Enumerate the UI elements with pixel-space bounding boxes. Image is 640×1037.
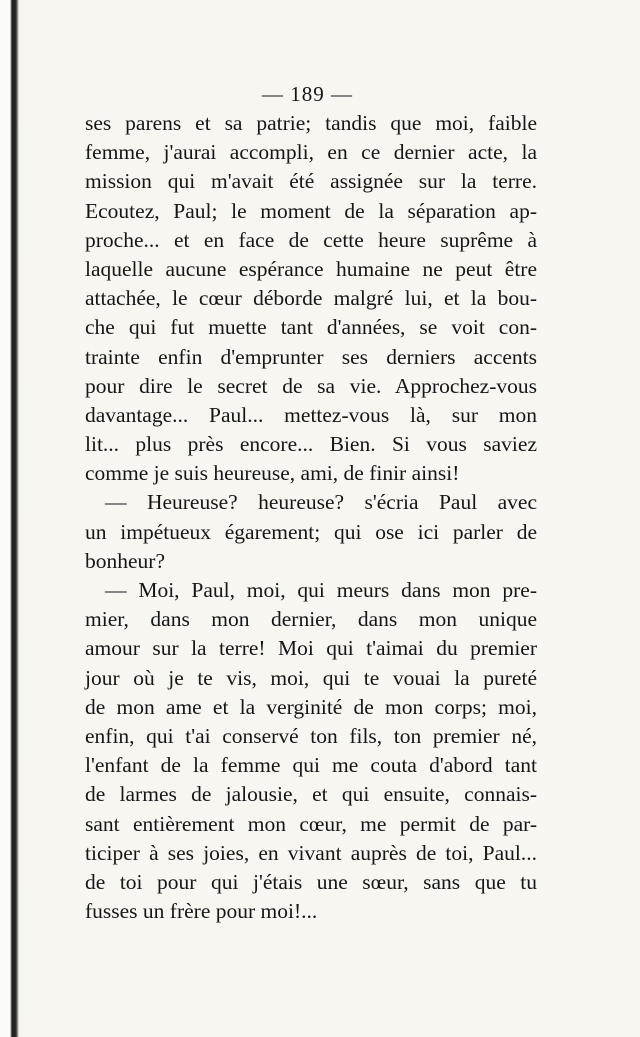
- page-number: — 189 —: [262, 82, 353, 106]
- text-line: comme je suis heureuse, ami, de finir ainsi!: [85, 461, 460, 486]
- text-line: pour dire le secret de sa vie. Approchez-vous: [85, 373, 537, 398]
- text-line: fusses un frère pour moi!...: [85, 899, 318, 924]
- text-line: che qui fut muette tant d'années, se voit con-: [85, 315, 537, 340]
- text-line: de mon ame et la verginité de mon corps; moi,: [85, 694, 537, 719]
- text-line: trainte enfin d'emprunter ses derniers accents: [85, 344, 537, 369]
- text-line: sant entièrement mon cœur, me permit de par-: [85, 811, 537, 836]
- text-line: Ecoutez, Paul; le moment de la séparation ap-: [85, 198, 537, 223]
- text-line: de toi pour qui j'étais une sœur, sans que tu: [85, 869, 537, 894]
- text-line: lit... plus près encore... Bien. Si vous saviez: [85, 432, 537, 457]
- text-line: enfin, qui t'ai conservé ton fils, ton premier né,: [85, 723, 537, 748]
- text-line: mission qui m'avait été assignée sur la terre.: [85, 169, 537, 194]
- text-line: ses parens et sa patrie; tandis que moi, faible: [85, 111, 537, 135]
- text-line: laquelle aucune espérance humaine ne peut être: [85, 256, 537, 281]
- text-line: proche... et en face de cette heure suprême à: [85, 227, 537, 252]
- text-line: femme, j'aurai accompli, en ce dernier acte, la: [85, 140, 537, 165]
- text-line: mier, dans mon dernier, dans mon unique: [85, 607, 537, 632]
- text-line: amour sur la terre! Moi qui t'aimai du premier: [85, 636, 537, 661]
- text-line: — Heureuse? heureuse? s'écria Paul avec: [105, 490, 537, 515]
- text-line: jour où je te vis, moi, qui te vouai la pureté: [85, 665, 537, 690]
- text-line: — Moi, Paul, moi, qui meurs dans mon pre-: [105, 578, 537, 602]
- text-line: davantage... Paul... mettez-vous là, sur mon: [85, 402, 537, 427]
- text-line: un impétueux égarement; qui ose ici parler de: [85, 519, 537, 544]
- text-line: bonheur?: [85, 548, 165, 573]
- text-line: de larmes de jalousie, et qui ensuite, connais-: [85, 782, 537, 807]
- text-line: ticiper à ses joies, en vivant auprès de toi, Paul...: [85, 840, 537, 865]
- text-line: l'enfant de la femme qui me couta d'abord tant: [85, 753, 537, 778]
- text-line: attachée, le cœur déborde malgré lui, et la bou-: [85, 286, 537, 311]
- body-text: [85, 109, 537, 926]
